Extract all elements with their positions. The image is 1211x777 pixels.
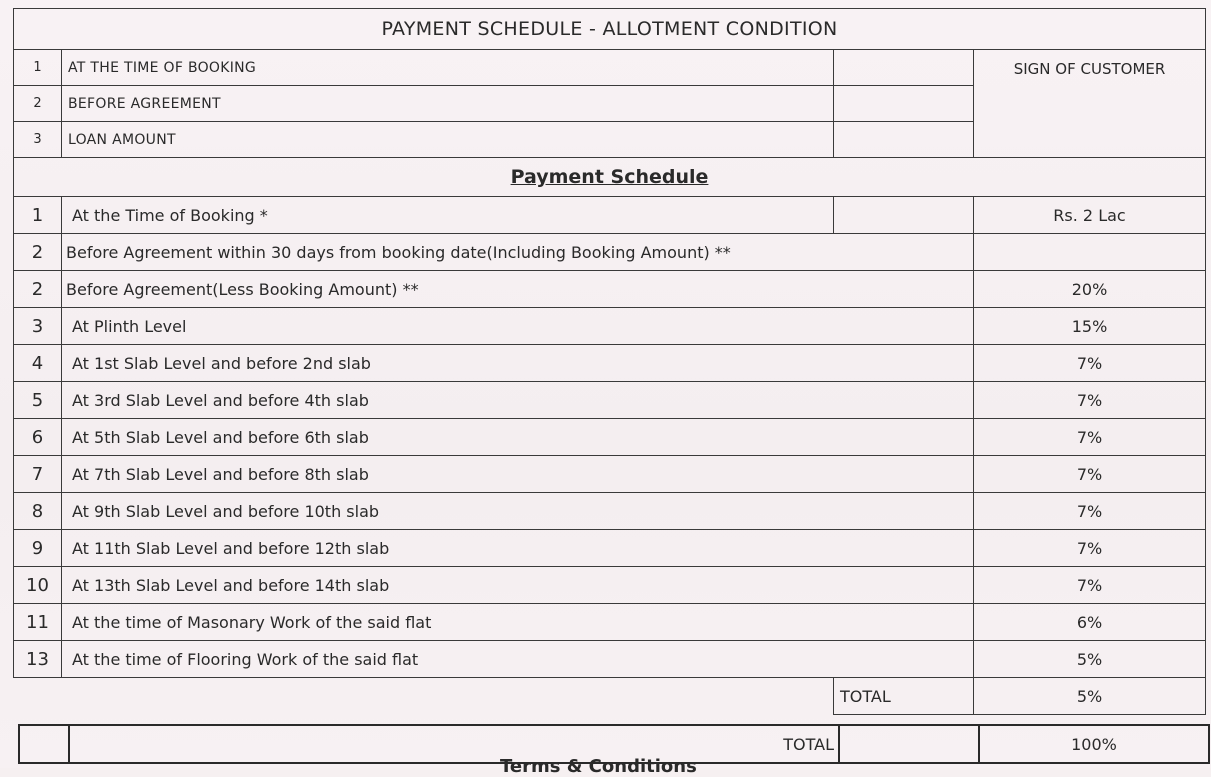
schedule-row [14,456,1206,493]
schedule-number: 2 [14,234,62,271]
schedule-heading: Payment Schedule [14,158,1206,197]
grand-total-blank-cell [839,725,979,763]
schedule-number: 3 [14,308,62,345]
schedule-row [14,271,1206,308]
schedule-row [14,493,1206,530]
schedule-row [14,308,1206,345]
schedule-heading-row [14,158,1206,197]
schedule-number: 8 [14,493,62,530]
schedule-label: At 11th Slab Level and before 12th slab [62,530,974,567]
title-row [14,9,1206,50]
schedule-label: At 7th Slab Level and before 8th slab [62,456,974,493]
schedule-label: At the Time of Booking * [62,197,834,234]
schedule-label: At Plinth Level [62,308,974,345]
terms-heading: Terms & Conditions [500,756,697,777]
schedule-blank-cell [834,197,974,234]
schedule-number: 9 [14,530,62,567]
schedule-value: 7% [974,567,1206,604]
allotment-number: 2 [14,86,62,122]
schedule-row [14,234,1206,271]
document-title: PAYMENT SCHEDULE - ALLOTMENT CONDITION [14,9,1206,50]
grand-total-label: TOTAL [69,725,839,763]
schedule-label: At 1st Slab Level and before 2nd slab [62,345,974,382]
allotment-amount-cell [834,50,974,86]
allotment-row [14,50,1206,86]
allotment-label: BEFORE AGREEMENT [62,86,834,122]
schedule-label: At 3rd Slab Level and before 4th slab [62,382,974,419]
schedule-value: 7% [974,382,1206,419]
schedule-value: 7% [974,419,1206,456]
schedule-number: 10 [14,567,62,604]
schedule-number: 5 [14,382,62,419]
allotment-amount-cell [834,122,974,158]
schedule-number: 7 [14,456,62,493]
schedule-value: 20% [974,271,1206,308]
schedule-label: Before Agreement within 30 days from booking date(Including Booking Amount) ** [62,234,974,271]
schedule-label: At 13th Slab Level and before 14th slab [62,567,974,604]
subtotal-value: 5% [974,678,1206,715]
payment-schedule-table [13,8,1206,715]
schedule-label: At the time of Masonary Work of the said flat [62,604,974,641]
allotment-number: 3 [14,122,62,158]
schedule-value: 7% [974,456,1206,493]
schedule-value: 7% [974,493,1206,530]
schedule-value: 5% [974,641,1206,678]
subtotal-row [14,678,1206,715]
schedule-row [14,419,1206,456]
schedule-row [14,641,1206,678]
schedule-number: 2 [14,271,62,308]
grand-total-blank-cell [19,725,69,763]
schedule-number: 1 [14,197,62,234]
grand-total-value: 100% [979,725,1209,763]
schedule-value: 7% [974,345,1206,382]
schedule-label: Before Agreement(Less Booking Amount) ** [62,271,974,308]
schedule-value: 15% [974,308,1206,345]
schedule-value: Rs. 2 Lac [974,197,1206,234]
schedule-number: 6 [14,419,62,456]
schedule-row [14,345,1206,382]
schedule-value: 6% [974,604,1206,641]
schedule-row [14,604,1206,641]
subtotal-label: TOTAL [834,678,974,715]
schedule-row [14,530,1206,567]
schedule-label: At 9th Slab Level and before 10th slab [62,493,974,530]
schedule-number: 13 [14,641,62,678]
allotment-number: 1 [14,50,62,86]
schedule-row [14,382,1206,419]
schedule-value: 7% [974,530,1206,567]
schedule-value [974,234,1206,271]
schedule-label: At the time of Flooring Work of the said flat [62,641,974,678]
allotment-label: AT THE TIME OF BOOKING [62,50,834,86]
schedule-label: At 5th Slab Level and before 6th slab [62,419,974,456]
schedule-row [14,567,1206,604]
subtotal-blank [14,678,834,715]
allotment-amount-cell [834,86,974,122]
schedule-number: 11 [14,604,62,641]
schedule-number: 4 [14,345,62,382]
allotment-label: LOAN AMOUNT [62,122,834,158]
schedule-row [14,197,1206,234]
sign-of-customer-label: SIGN OF CUSTOMER [974,50,1206,158]
